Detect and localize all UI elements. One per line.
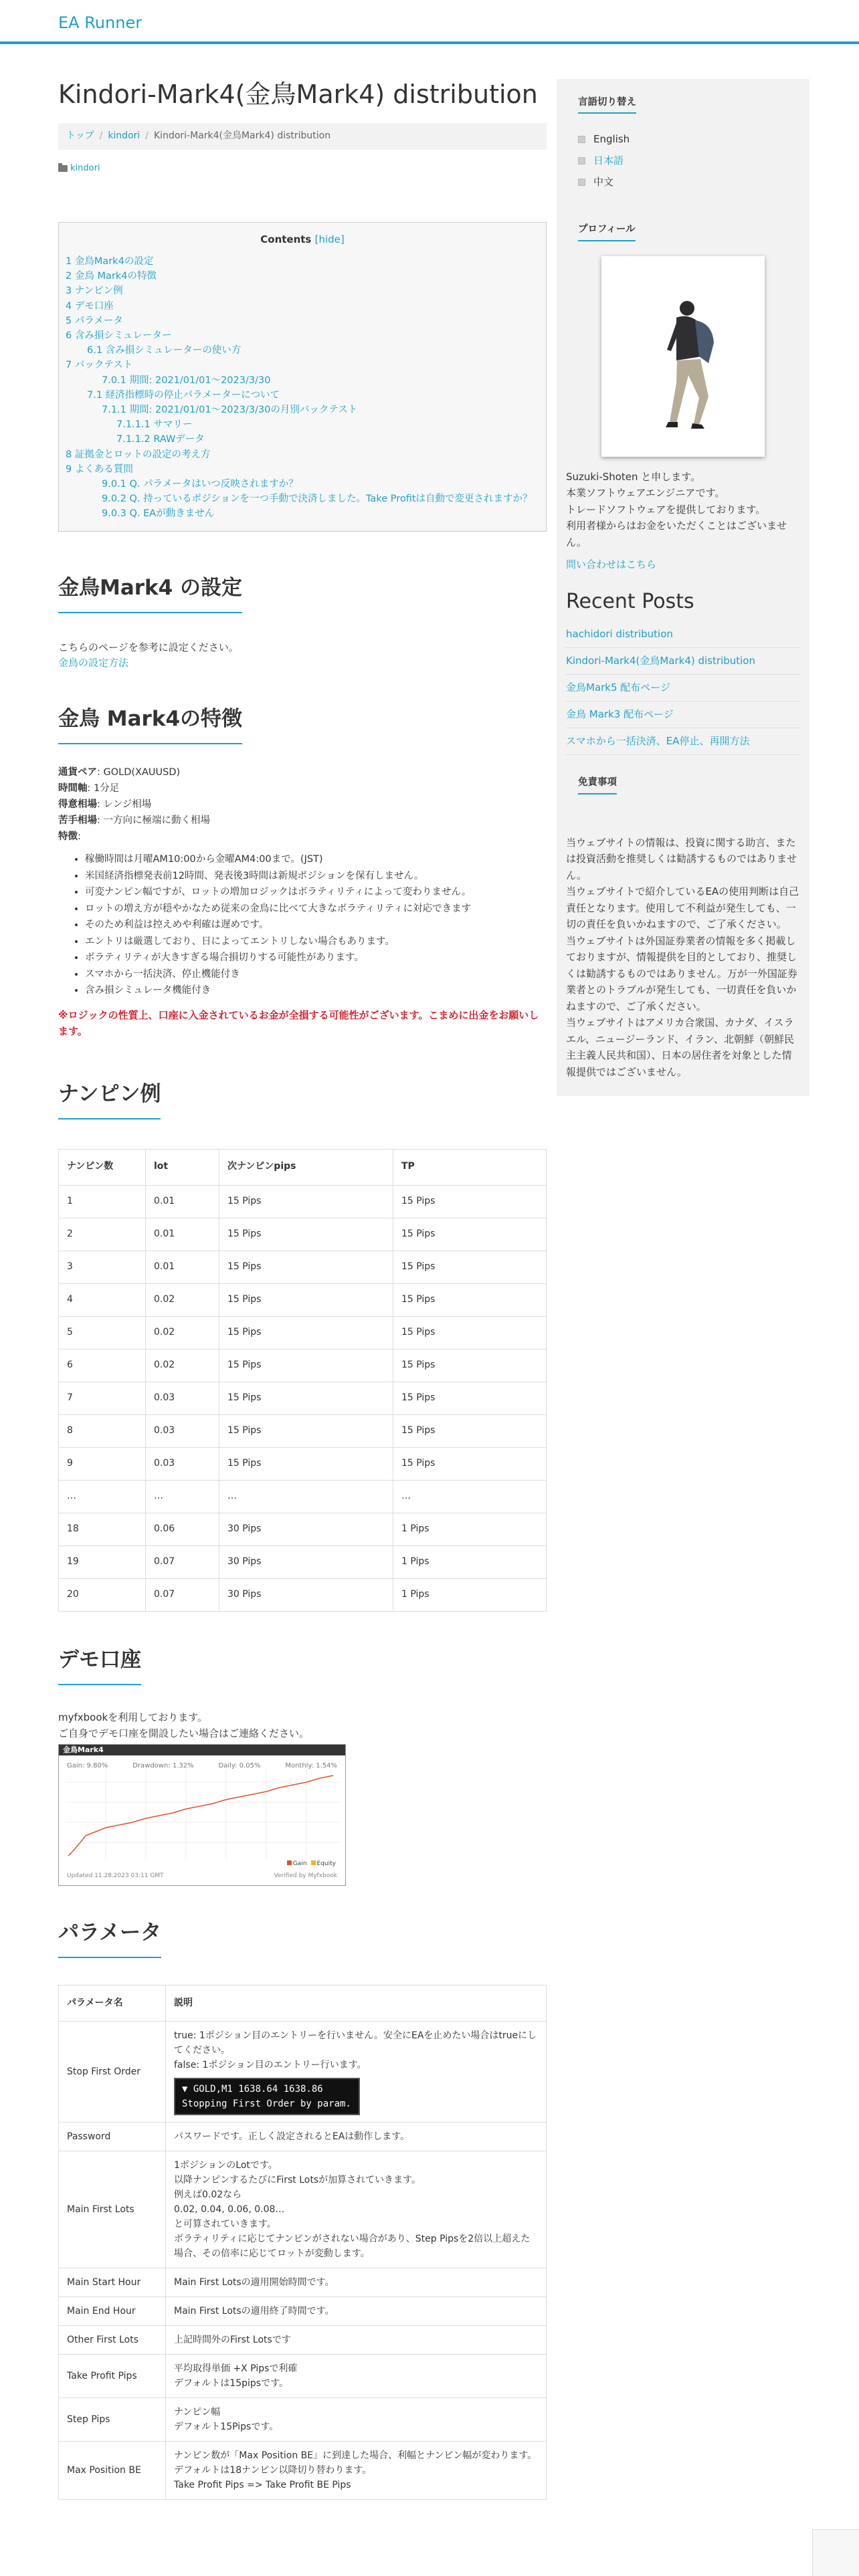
feature-spec-key: 得意相場 <box>58 799 97 811</box>
toc-item <box>66 328 539 343</box>
toc-item <box>66 462 539 477</box>
table-row <box>59 1316 547 1349</box>
param-name: Max Position BE <box>59 2441 166 2499</box>
table-row <box>59 2151 547 2268</box>
table-cell: 15 Pips <box>393 1414 547 1447</box>
language-label[interactable]: 中文 <box>593 175 614 188</box>
feature-spec-value: : 一方向に極端に動く相場 <box>97 815 210 827</box>
risk-warning: ※ロジックの性質上、口座に入金されているお金が全損する可能性がございます。こまめに出金をお願いします。 <box>58 1008 539 1037</box>
param-description <box>166 2441 547 2499</box>
param-description-line: 1ポジションのLotです。 <box>174 2159 278 2171</box>
language-label[interactable]: English <box>593 132 630 145</box>
table-row <box>59 2397 547 2441</box>
toc-item <box>66 299 539 314</box>
recent-posts-list <box>566 621 800 755</box>
growth-chart <box>66 1769 340 1862</box>
toc-item <box>66 358 539 372</box>
params-heading: パラメータ <box>58 1917 161 1958</box>
table-row <box>59 1447 547 1480</box>
nanpin-table <box>58 1149 547 1612</box>
toc-link[interactable]: 6 含み損シミュレーター <box>66 330 172 341</box>
breadcrumb-current: Kindori-Mark4(金鳥Mark4) distribution <box>154 130 331 141</box>
flag-icon <box>578 136 585 143</box>
disclaimer-widget-title: 免責事項 <box>566 770 628 796</box>
settings-text: こちらのページを参考に設定ください。 <box>58 641 239 653</box>
param-description-line: 平均取得単価 +X Pipsで利確 <box>174 2363 298 2374</box>
breadcrumb-separator: / <box>145 130 149 141</box>
feature-item: • 含み損シミュレータ機能付き <box>85 982 547 999</box>
flag-icon <box>578 179 585 186</box>
param-description-line: Take Profit Pips => Take Profit BE Pips <box>174 2479 351 2490</box>
profile-text <box>566 469 800 551</box>
table-cell: 1 <box>59 1185 146 1218</box>
breadcrumb <box>58 123 547 150</box>
profile-widget-title: プロフィール <box>566 217 646 243</box>
language-widget-title: 言語切り替え <box>566 90 647 116</box>
table-cell: 1 Pips <box>393 1578 547 1611</box>
recent-post-item <box>566 621 800 648</box>
toc-link[interactable]: 9.0.3 Q. EAが動きません <box>102 508 215 520</box>
recent-post-item <box>566 702 800 728</box>
avatar <box>601 256 765 457</box>
toc-item <box>66 373 539 388</box>
toc-title-text: Contents <box>260 233 312 245</box>
widget-title: 金鳥Mark4 <box>59 1745 345 1755</box>
param-description <box>166 2122 547 2151</box>
toc-item <box>66 432 539 447</box>
stat-monthly: Monthly: 1.54% <box>285 1761 337 1769</box>
section-params <box>58 1917 547 2500</box>
param-description-line: ナンピン数が「Max Position BE」に到達した場合、利幅とナンピン幅が変わります。デフォルトは18ナンピン以降切り替わります。 <box>174 2450 537 2476</box>
toc-link[interactable]: 7.1.1 期間: 2021/01/01～2023/3/30の月別バックテスト <box>102 404 358 415</box>
table-row <box>59 1349 547 1382</box>
toc-link[interactable]: 7 バックテスト <box>66 360 133 371</box>
stat-drawdown: Drawdown: 1.32% <box>132 1761 194 1769</box>
terminal-line: ▼ GOLD,M1 1638.64 1638.86 <box>182 2083 323 2095</box>
param-description-line: デフォルト15Pipsです。 <box>174 2421 279 2432</box>
table-cell: 15 Pips <box>219 1316 393 1349</box>
myfxbook-widget[interactable] <box>58 1744 346 1886</box>
toc-item <box>66 447 539 462</box>
feature-spec <box>58 829 547 845</box>
param-description <box>166 2268 547 2296</box>
table-row <box>59 1251 547 1283</box>
toc-link[interactable]: 7.0.1 期間: 2021/01/01～2023/3/30 <box>102 374 271 386</box>
toc-link[interactable]: 9 よくある質問 <box>66 463 133 475</box>
param-description <box>166 2296 547 2325</box>
toc-link[interactable]: 5 パラメータ <box>66 315 123 326</box>
profile-line: Suzuki-Shoten と申します。 <box>566 470 701 483</box>
param-description <box>166 2151 547 2268</box>
table-row <box>59 1545 547 1578</box>
feature-item: • ロットの増え方が穏やかなため従来の金鳥に比べて大きなボラティリティに対応できます <box>85 901 547 918</box>
walking-person-illustration <box>601 256 765 457</box>
param-name: Other First Lots <box>59 2325 166 2354</box>
feature-item: • そのため利益は控えめや利確は遅めです。 <box>85 917 547 934</box>
column-header: lot <box>146 1149 219 1185</box>
table-header-row <box>59 1149 547 1185</box>
settings-link[interactable]: 金鳥の設定方法 <box>58 656 129 669</box>
section-settings <box>58 572 547 671</box>
table-cell: 0.02 <box>146 1349 219 1382</box>
toc-link[interactable]: 6.1 含み損シミュレーターの使い方 <box>87 345 242 356</box>
table-cell: 0.03 <box>146 1382 219 1414</box>
param-description-line: デフォルトは15pipsです。 <box>174 2377 288 2389</box>
table-cell: 30 Pips <box>219 1545 393 1578</box>
language-item[interactable] <box>578 128 800 150</box>
feature-item: • エントリは厳選しており、日によってエントリしない場合もあります。 <box>85 934 547 950</box>
recent-post-link[interactable]: Kindori-Mark4(金鳥Mark4) distribution <box>566 655 755 667</box>
table-cell: 0.07 <box>146 1545 219 1578</box>
param-description-line: Main First Lotsの適用終了時間です。 <box>174 2305 335 2317</box>
folder-icon <box>58 165 68 172</box>
feature-spec-value: : GOLD(XAUUSD) <box>97 767 181 778</box>
column-header: TP <box>393 1149 547 1185</box>
table-cell: … <box>146 1480 219 1513</box>
toc-link[interactable]: 9.0.1 Q. パラメータはいつ反映されますか？ <box>102 478 298 490</box>
table-row <box>59 1382 547 1414</box>
section-demo <box>58 1644 547 1886</box>
column-header: パラメータ名 <box>59 1985 166 2021</box>
table-cell: … <box>59 1480 146 1513</box>
toc-link[interactable]: 7.1.1.1 サマリー <box>116 419 193 431</box>
table-cell: 0.06 <box>146 1513 219 1545</box>
feature-spec-key: 苦手相場 <box>58 815 97 827</box>
disclaimer-paragraph: 当ウェブサイトの情報は、投資に関する助言、または投資活動を推奨しくは勧誘するものではありません。 <box>566 836 797 881</box>
table-cell: 19 <box>59 1545 146 1578</box>
param-description-line: true: 1ポジション目のエントリーを行いません。安全にEAを止めたい場合はtrueにしてください。 <box>174 2030 537 2056</box>
toc-link[interactable]: 8 証拠金とロットの設定の考え方 <box>66 449 211 460</box>
gain-line <box>68 1776 333 1856</box>
feature-item: • 稼働時間は月曜AM10:00から金曜AM4:00まで。(JST) <box>85 851 547 868</box>
table-row <box>59 1185 547 1218</box>
breadcrumb-separator: / <box>99 130 103 141</box>
widget-footer <box>67 1872 337 1881</box>
table-cell: 15 Pips <box>219 1382 393 1414</box>
param-description-line: ボラティリティに応じてナンピンがされない場合があり、Step Pipsを2倍以上超えた場合、その倍率に応じてロットが変動します。 <box>174 2233 531 2259</box>
features-heading: 金鳥 Mark4の特徴 <box>58 703 242 744</box>
recaptcha-badge[interactable] <box>812 2529 859 2576</box>
updated-time: Updated 11.28.2023 03:11 GMT <box>67 1872 164 1879</box>
table-row <box>59 1283 547 1316</box>
param-description-line: 例えば0.02なら <box>174 2189 242 2200</box>
toc-item <box>66 343 539 358</box>
table-cell: 15 Pips <box>393 1283 547 1316</box>
table-cell: 6 <box>59 1349 146 1382</box>
table-cell: 3 <box>59 1251 146 1283</box>
table-cell: 15 Pips <box>393 1382 547 1414</box>
toc-link[interactable]: 9.0.2 Q. 持っているポジションを一つ手動で決済しました。Take Profitは自動で変更されますか？ <box>102 494 533 505</box>
recent-post-item <box>566 675 800 702</box>
toc-list <box>66 254 539 522</box>
recent-post-item <box>566 728 800 755</box>
table-cell: 15 Pips <box>219 1218 393 1251</box>
column-header: 説明 <box>166 1985 547 2021</box>
table-cell: 0.01 <box>146 1185 219 1218</box>
feature-spec <box>58 813 547 829</box>
settings-heading: 金鳥Mark4 の設定 <box>58 572 242 613</box>
column-header: 次ナンピンpips <box>219 1149 393 1185</box>
param-description <box>166 2021 547 2122</box>
section-nanpin <box>58 1078 547 1612</box>
category-link[interactable]: kindori <box>70 163 100 173</box>
param-description-line: false: 1ポジション目のエントリー行います。 <box>174 2059 367 2070</box>
toc-link[interactable]: 7.1.1.2 RAWデータ <box>116 434 205 445</box>
toc-item <box>66 314 539 328</box>
language-item[interactable] <box>578 150 800 171</box>
sidebar <box>557 79 809 1096</box>
verified-label: Verified by Myfxbook <box>274 1872 337 1879</box>
feature-item: • 可変ナンピン幅ですが、ロットの増加ロジックはボラティリティによって変わりません。 <box>85 884 547 901</box>
toc-item <box>66 492 539 506</box>
param-name: Main Start Hour <box>59 2268 166 2296</box>
table-row <box>59 2021 547 2122</box>
toc-item <box>66 388 539 403</box>
table-row <box>59 2354 547 2397</box>
table-cell: … <box>219 1480 393 1513</box>
table-cell: 15 Pips <box>219 1414 393 1447</box>
recent-posts-title: Recent Posts <box>566 589 694 613</box>
table-cell: 0.03 <box>146 1414 219 1447</box>
breadcrumb-top[interactable]: トップ <box>66 130 94 141</box>
table-cell: 2 <box>59 1218 146 1251</box>
nanpin-heading: ナンピン例 <box>58 1078 161 1119</box>
param-name: Main First Lots <box>59 2151 166 2268</box>
param-description <box>166 2325 547 2354</box>
table-cell: 0.01 <box>146 1251 219 1283</box>
table-cell: 15 Pips <box>219 1447 393 1480</box>
table-cell: 7 <box>59 1382 146 1414</box>
flag-icon <box>578 157 585 165</box>
toc-item <box>66 269 539 284</box>
terminal-screenshot <box>174 2078 360 2115</box>
language-item[interactable] <box>578 171 800 193</box>
toc-link[interactable]: 4 デモ口座 <box>66 300 114 312</box>
param-description-line: ナンピン幅 <box>174 2406 221 2418</box>
feature-spec-value: : <box>78 831 81 843</box>
page-title: Kindori-Mark4(金鳥Mark4) distribution <box>58 80 538 109</box>
language-list <box>566 128 800 193</box>
table-cell: 30 Pips <box>219 1513 393 1545</box>
table-cell: 15 Pips <box>219 1283 393 1316</box>
table-row <box>59 1480 547 1513</box>
table-cell: 15 Pips <box>393 1185 547 1218</box>
recent-post-link[interactable]: スマホから一括決済、EA停止、再開方法 <box>566 735 750 748</box>
table-cell: 15 Pips <box>219 1251 393 1283</box>
chart-legend <box>287 1860 336 1869</box>
feature-spec-key: 時間軸 <box>58 783 88 794</box>
feature-spec-value: : レンジ相場 <box>97 799 152 811</box>
param-description-line: 0.02, 0.04, 0.06, 0.08… <box>174 2204 285 2215</box>
table-row <box>59 2325 547 2354</box>
toc-item <box>66 506 539 521</box>
table-row <box>59 1218 547 1251</box>
table-cell: 0.02 <box>146 1283 219 1316</box>
recent-post-link[interactable]: 金鳥 Mark3 配布ページ <box>566 708 674 721</box>
stat-gain: Gain: 9.80% <box>67 1761 108 1769</box>
table-row <box>59 2268 547 2296</box>
table-row <box>59 2441 547 2499</box>
toc-hide-link[interactable]: [hide] <box>314 233 345 245</box>
site-title-link[interactable]: EA Runner <box>58 13 142 32</box>
category-line <box>58 162 547 175</box>
toc-title <box>66 232 539 247</box>
section-features <box>58 703 547 1039</box>
toc-item <box>66 477 539 492</box>
param-description-line: と可算されていきます。 <box>174 2218 276 2230</box>
table-cell: 15 Pips <box>393 1218 547 1251</box>
feature-spec <box>58 796 547 813</box>
param-description-line: 以降ナンピンするたびにFirst Lotsが加算されていきます。 <box>174 2174 421 2185</box>
table-cell: 15 Pips <box>393 1316 547 1349</box>
table-cell: 18 <box>59 1513 146 1545</box>
toc-link[interactable]: 1 金鳥Mark4の設定 <box>66 255 154 267</box>
param-description-line: Main First Lotsの適用開始時間です。 <box>174 2276 335 2288</box>
param-description <box>166 2354 547 2397</box>
toc-link[interactable]: 3 ナンピン例 <box>66 286 123 297</box>
param-name: Step Pips <box>59 2397 166 2441</box>
param-description <box>166 2397 547 2441</box>
params-table <box>58 1985 547 2500</box>
feature-spec <box>58 780 547 796</box>
recent-post-item <box>566 648 800 675</box>
table-row <box>59 1513 547 1545</box>
disclaimer-paragraph: 当ウェブサイトで紹介しているEAの使用判断は自己責任となります。使用して不利益が発生しても、一切の責任を負いかねますので、ご了承ください。 <box>566 885 799 931</box>
profile-line: 本業ソフトウェアエンジニアです。 <box>566 487 725 500</box>
profile-line: 利用者様からはお金をいただくことはございません。 <box>566 520 787 548</box>
toc-link[interactable]: 2 金鳥 Mark4の特徴 <box>66 271 157 282</box>
param-name: Take Profit Pips <box>59 2354 166 2397</box>
table-row <box>59 1414 547 1447</box>
table-row <box>59 1578 547 1611</box>
demo-line-1: myfxbookを利用しております。 <box>58 1711 208 1723</box>
table-cell: 0.03 <box>146 1447 219 1480</box>
feature-item: • 米国経済指標発表前12時間、発表後3時間は新規ポジションを保有しません。 <box>85 868 547 885</box>
table-of-contents <box>58 222 547 532</box>
profile-line: トレードソフトウェアを提供しております。 <box>566 503 766 516</box>
main-content <box>58 79 547 2500</box>
feature-spec-key: 特徴 <box>58 831 78 843</box>
toc-item <box>66 254 539 269</box>
table-row <box>59 2296 547 2325</box>
table-cell: 5 <box>59 1316 146 1349</box>
table-cell: … <box>393 1480 547 1513</box>
demo-heading: デモ口座 <box>58 1644 141 1685</box>
table-cell: 8 <box>59 1414 146 1447</box>
language-label[interactable]: 日本語 <box>593 154 624 167</box>
table-cell: 15 Pips <box>393 1251 547 1283</box>
feature-item: • スマホから一括決済、停止機能付き <box>85 966 547 983</box>
disclaimer-text <box>566 835 800 1081</box>
toc-item <box>66 403 539 417</box>
table-cell: 1 Pips <box>393 1513 547 1545</box>
table-cell: 4 <box>59 1283 146 1316</box>
breadcrumb-kindori[interactable]: kindori <box>108 130 140 141</box>
legend-equity: Equity <box>316 1860 336 1867</box>
toc-item <box>66 417 539 432</box>
site-header <box>0 0 859 44</box>
table-cell: 0.02 <box>146 1316 219 1349</box>
param-description-line: パスワードです。正しく設定されるとEAは動作します。 <box>174 2131 410 2142</box>
legend-gain: Gain <box>292 1860 307 1867</box>
feature-item: • ボラティリティが大きすぎる場合損切りする可能性があります。 <box>85 950 547 966</box>
disclaimer-paragraph: 当ウェブサイトはアメリカ合衆国、カナダ、イスラエル、ニュージーランド、イラン、北朝鮮（朝鮮民主主義人民共和国）、日本の居住者を対象とした情報提供ではございません。 <box>566 1016 794 1078</box>
terminal-line: Stopping First Order by param. <box>182 2098 351 2109</box>
table-cell: 15 Pips <box>393 1349 547 1382</box>
param-name: Main End Hour <box>59 2296 166 2325</box>
disclaimer-paragraph: 当ウェブサイトは外国証券業者の情報を多く掲載しておりますが、情報提供を目的としており、推奨しくは勧誘するものではありません。万が一外国証券業者とのトラブルが発生しても、一切責任を負いかねますので、ご了承ください。 <box>566 934 797 1012</box>
table-cell: 20 <box>59 1578 146 1611</box>
table-cell: 15 Pips <box>393 1447 547 1480</box>
table-cell: 15 Pips <box>219 1185 393 1218</box>
feature-list <box>85 851 547 999</box>
demo-line-2: ご自身でデモ口座を開設したい場合はご連絡ください。 <box>58 1727 310 1739</box>
feature-spec-value: : 1分足 <box>87 783 120 794</box>
table-cell: 0.07 <box>146 1578 219 1611</box>
table-cell: 0.01 <box>146 1218 219 1251</box>
toc-link[interactable]: 7.1 経済指標時の停止パラメーターについて <box>87 389 280 401</box>
column-header: ナンピン数 <box>59 1149 146 1185</box>
table-row <box>59 2122 547 2151</box>
contact-link[interactable]: 問い合わせはこちら <box>566 558 657 571</box>
param-description-line: 上記時間外のFirst Lotsです <box>174 2334 291 2345</box>
param-name: Stop First Order <box>59 2021 166 2122</box>
recent-post-link[interactable]: 金鳥Mark5 配布ページ <box>566 681 670 694</box>
table-cell: 1 Pips <box>393 1545 547 1578</box>
table-cell: 15 Pips <box>219 1349 393 1382</box>
toc-item <box>66 284 539 298</box>
demo-description <box>58 1709 547 1741</box>
param-name: Password <box>59 2122 166 2151</box>
table-cell: 9 <box>59 1447 146 1480</box>
recent-post-link[interactable]: hachidori distribution <box>566 628 673 641</box>
feature-spec <box>58 764 547 780</box>
table-header-row <box>59 1985 547 2021</box>
feature-spec-key: 通貨ペア <box>58 767 97 778</box>
table-cell: 30 Pips <box>219 1578 393 1611</box>
feature-specs <box>58 764 547 845</box>
stat-daily: Daily: 0.05% <box>218 1761 261 1769</box>
